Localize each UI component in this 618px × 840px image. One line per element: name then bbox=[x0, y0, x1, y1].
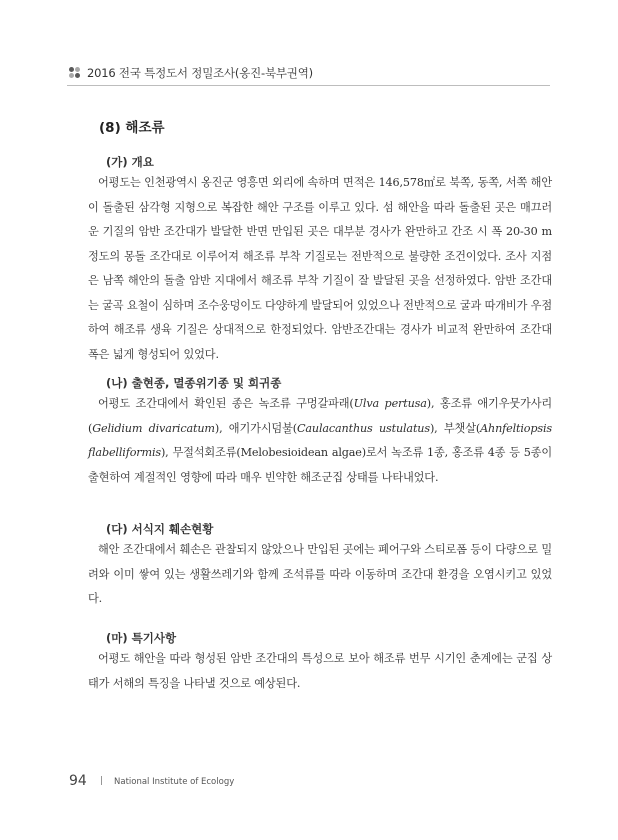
overview-paragraph bbox=[88, 171, 552, 367]
header-divider bbox=[67, 85, 550, 86]
species-paragraph bbox=[88, 392, 552, 490]
footer-separator: | bbox=[100, 776, 104, 786]
remarks-paragraph bbox=[88, 647, 552, 696]
species-text: 어평도 조간대에서 확인된 종은 녹조류 구멍갈파래(Ulva pertusa), 홍조류 애기우뭇가사리(Gelidium divaricatum), 애기가시덤불(Caulacanthus ustulatus), 부챗살(Ahnfeltiopsis flabelliformis), 무절석회조류(Melobesioidean algae)로서 녹조류 1종, 홍조류 4종 등 5종이 출현하여 계절적인 영향에 따라 매우 빈약한 해조군집 상태를 나타내었다. bbox=[88, 397, 553, 484]
subsection-heading-remarks: (마) 특기사항 bbox=[106, 631, 177, 645]
species-name: Gelidium divaricatum bbox=[92, 421, 215, 435]
page-number: 94 bbox=[69, 773, 87, 789]
footer-institution: National Institute of Ecology bbox=[114, 777, 235, 787]
species-name: Caulacanthus ustulatus bbox=[296, 421, 430, 435]
habitat-damage-text: 해안 조간대에서 훼손은 관찰되지 않았으나 만입된 곳에는 폐어구와 스티로폼 등이 다량으로 밀려와 이미 쌓여 있는 생활쓰레기와 함께 조석류를 따라 이동하며 조간대 환경을 오염시키고 있었다. bbox=[88, 543, 552, 605]
habitat-damage-paragraph bbox=[88, 538, 552, 612]
subsection-heading-habitat-damage: (다) 서식지 훼손현황 bbox=[106, 522, 214, 536]
species-name: Ulva pertusa bbox=[353, 397, 427, 410]
overview-text: 어평도는 인천광역시 옹진군 영흥면 외리에 속하며 면적은 146,578㎡로 북쪽, 동쪽, 서쪽 해안이 돌출된 삼각형 지형으로 복잡한 해안 구조를 이루고 있다. 섬 해안을 따라 돌출된 곳은 매끄러운 기질의 암반 조간대가 발달한 반면 만입된 곳은 대부분 경사가 완만하고 간조 시 폭 20-30 m 정도의 몽돌 조간대로 이루어져 해조류 부착 기질로는 전반적으로 불량한 조건이었다. 조사 지점은 남쪽 해안의 돌출 암반 지대에서 해조류 부착 기질이 잘 발달된 곳을 선정하였다. 암반 조간대는 굴곡 요철이 심하며 조수웅덩이도 다양하게 발달되어 있었으나 전반적으로 굴과 따개비가 우점하여 해조류 생육 기질은 상대적으로 한정되었다. 암반조간대는 경사가 비교적 완만하여 조간대 폭은 넓게 형성되어 있었다. bbox=[88, 176, 552, 361]
remarks-text: 어평도 해안을 따라 형성된 암반 조간대의 특성으로 보아 해조류 번무 시기인 춘계에는 군집 상태가 서해의 특징을 나타낼 것으로 예상된다. bbox=[88, 652, 552, 690]
running-title: 2016 전국 특정도서 정밀조사(옹진-북부권역) bbox=[87, 66, 313, 80]
section-title: (8) 해조류 bbox=[99, 120, 165, 136]
subsection-heading-species: (나) 출현종, 멸종위기종 및 희귀종 bbox=[106, 376, 282, 390]
header-logo-icon bbox=[69, 67, 81, 79]
subsection-heading-overview: (가) 개요 bbox=[106, 155, 154, 169]
species-name: Ahnfeltiopsis flabelliformis bbox=[88, 421, 552, 459]
running-header bbox=[69, 64, 313, 82]
